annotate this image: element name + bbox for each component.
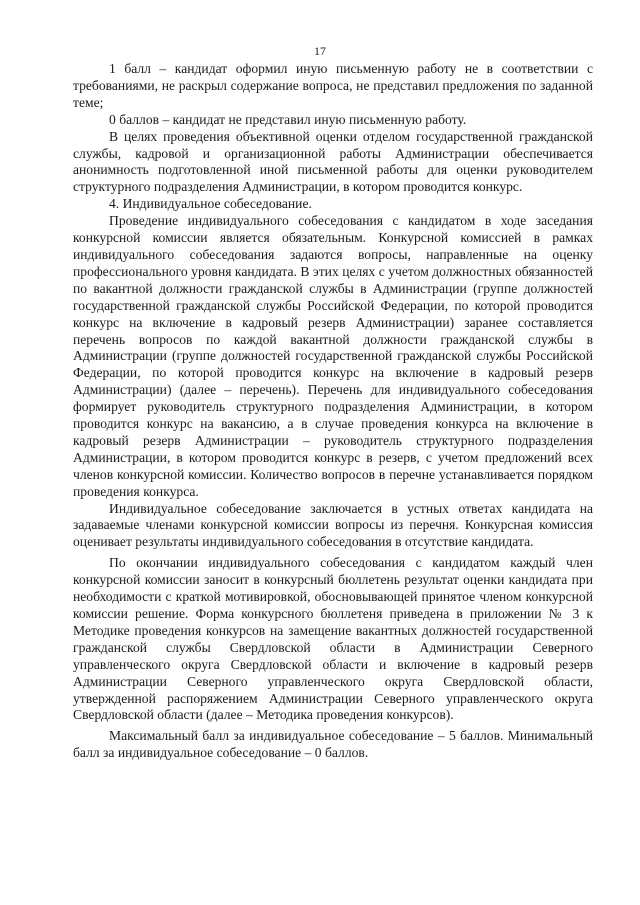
paragraph: По окончании индивидуального собеседования с кандидатом каждый член конкурсной комиссии заносит в конкурсный бюллетень результат оценки кандидата при необходимости с краткой мотивировкой, обосновывающей принятое членом конкурсной комиссии решение. Форма конкурсного бюллетеня приведена в приложении № 3 к Методике проведения конкурсов на замещение вакантных должностей государственной гражданской службы Свердловской области в Администрации Северного управленческого округа Свердловской области и включение в кадровый резерв Администрации Северного управленческого округа Свердловской области, утвержденной распоряжением Администрации Северного управленческого округа Свердловской области (далее – Методика проведения конкурсов). [73, 555, 593, 723]
paragraph: Проведение индивидуального собеседования с кандидатом в ходе заседания конкурсной комиссии является обязательным. Конкурсной комиссией в рамках индивидуального собеседования задаются вопросы, направленные на оценку профессионального уровня кандидата. В этих целях с учетом должностных обязанностей по вакантной должности гражданской службы в Администрации (группе должностей государственной гражданской службы Российской Федерации, по которой проводится конкурс на включение в кадровый резерв Администрации) заранее составляется перечень вопросов по каждой вакантной должности гражданской службы в Администрации (группе должностей государственной гражданской службы Российской Федерации, по которой проводится конкурс на включение в кадровый резерв Администрации) (далее – перечень). Перечень для индивидуального собеседования формирует руководитель структурного подразделения Администрации, в котором проводится конкурс на вакансию, а в случае проведения конкурса на включение в кадровый резерв Администрации – руководитель структурного подразделения Администрации, в котором проводится конкурс в резерв, с учетом предложений всех членов конкурсной комиссии. Количество вопросов в перечне устанавливается порядком проведения конкурса. [73, 213, 593, 499]
page-number: 17 [314, 44, 326, 58]
paragraph: 0 баллов – кандидат не представил иную письменную работу. [109, 111, 467, 127]
paragraph: 1 балл – кандидат оформил иную письменную работу не в соответствии с требованиями, не раскрыл содержание вопроса, не представил предложения по заданной теме; [73, 61, 593, 110]
body-text [73, 61, 593, 762]
paragraph: Индивидуальное собеседование заключается в устных ответах кандидата на задаваемые членами конкурсной комиссии вопросы из перечня. Конкурсная комиссия оценивает результаты индивидуального собеседования в отсутствие кандидата. [73, 500, 593, 550]
section-heading: 4. Индивидуальное собеседование. [109, 196, 312, 212]
paragraph: Максимальный балл за индивидуальное собеседование – 5 баллов. Минимальный балл за индивидуальное собеседование – 0 баллов. [73, 728, 593, 761]
paragraph: В целях проведения объективной оценки отделом государственной гражданской службы, кадровой и организационной работы Администрации обеспечивается анонимность подготовленной иной письменной работы для оценки руководителем структурного подразделения Администрации, в котором проводится конкурс. [73, 128, 593, 195]
